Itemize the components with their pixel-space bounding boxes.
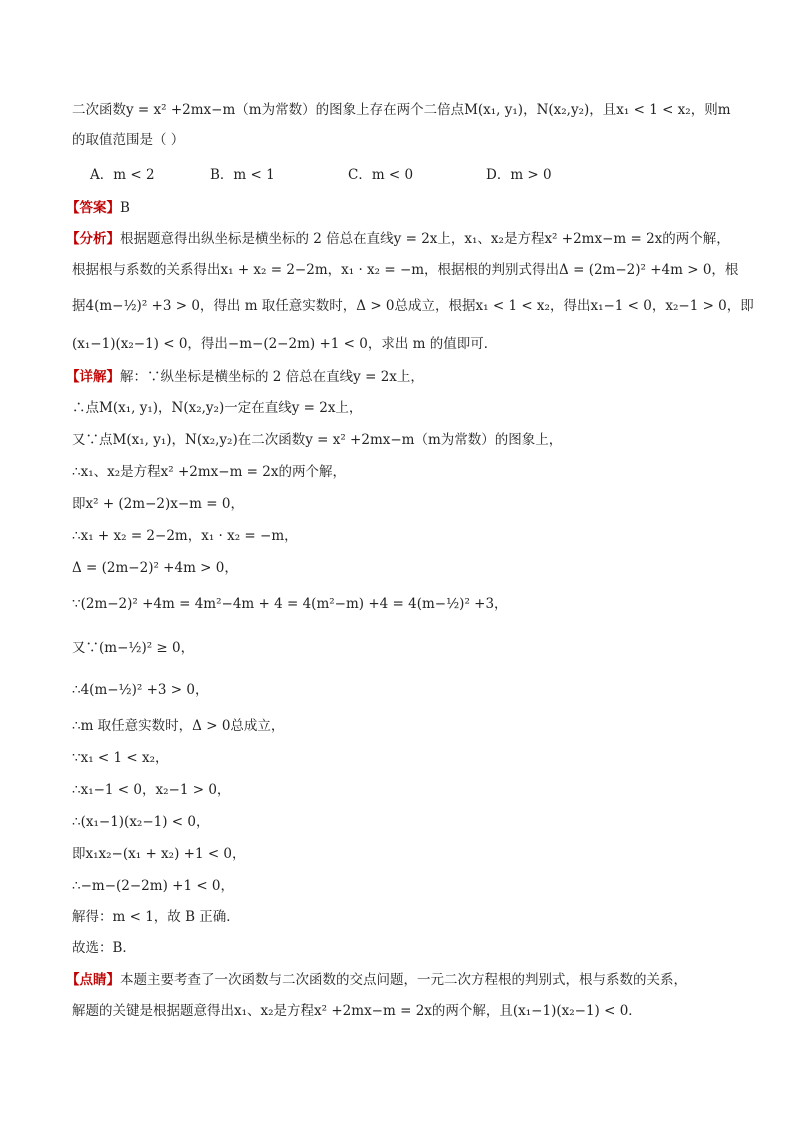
detail-line-1	[66, 367, 424, 387]
detail-line-2: ∴点M(x₁, y₁)，N(x₂,y₂)一定在直线y = 2x上，	[72, 400, 363, 416]
detail-line-3: 又∵点M(x₁, y₁)，N(x₂,y₂)在二次函数y = x² +2mx−m（m为常数）的图象上，	[72, 432, 563, 448]
analysis-line-1	[66, 229, 730, 249]
detail-line-15: 即x₁x₂−(x₁ + x₂) +1 < 0，	[72, 846, 246, 862]
option-b: B．m < 1	[210, 167, 275, 183]
detail-line-12: ∵x₁ < 1 < x₂，	[72, 750, 169, 766]
analysis-text-1: 根据题意得出纵坐标是横坐标的 2 倍总在直线y = 2x上，x₁、x₂是方程x² +2mx−m = 2x的两个解，	[120, 231, 730, 247]
detail-line-4: ∴x₁、x₂是方程x² +2mx−m = 2x的两个解，	[72, 464, 346, 480]
answer-tag: 【答案】	[66, 200, 120, 216]
detail-line-8: ∵(2m−2)² +4m = 4m²−4m + 4 = 4(m²−m) +4 = 4(m−½)² +3，	[72, 596, 508, 612]
detail-line-11: ∴m 取任意实数时，Δ > 0总成立，	[72, 718, 285, 734]
question-line-2: 的取值范围是（ ）	[72, 132, 185, 148]
detail-line-18: 故选：B．	[72, 940, 136, 956]
detail-line-16: ∴−m−(2−2m) +1 < 0，	[72, 878, 235, 894]
detail-line-14: ∴(x₁−1)(x₂−1) < 0，	[72, 814, 210, 830]
detail-line-13: ∴x₁−1 < 0，x₂−1 > 0，	[72, 782, 231, 798]
question-line-1: 二次函数y = x² +2mx−m（m为常数）的图象上存在两个二倍点M(x₁, y₁)，N(x₂,y₂)，且x₁ < 1 < x₂，则m	[72, 102, 731, 118]
analysis-tag: 【分析】	[66, 231, 120, 247]
detail-text-1: 解：∵纵坐标是横坐标的 2 倍总在直线y = 2x上，	[120, 369, 424, 385]
detail-line-6: ∴x₁ + x₂ = 2−2m，x₁ · x₂ = −m，	[72, 528, 298, 544]
comment-tag: 【点睛】	[66, 972, 120, 988]
option-c: C．m < 0	[348, 167, 414, 183]
answer-value: B	[120, 200, 130, 216]
detail-line-7: Δ = (2m−2)² +4m > 0，	[72, 560, 238, 576]
option-d: D．m > 0	[486, 167, 552, 183]
analysis-line-4: (x₁−1)(x₂−1) < 0，得出−m−(2−2m) +1 < 0，求出 m 的值即可．	[72, 336, 498, 352]
comment-line-2: 解题的关键是根据题意得出x₁、x₂是方程x² +2mx−m = 2x的两个解，且(x₁−1)(x₂−1) < 0．	[72, 1003, 642, 1019]
answer-line	[66, 198, 130, 218]
comment-line-1	[66, 970, 687, 990]
detail-line-17: 解得：m < 1，故 B 正确．	[72, 909, 240, 925]
detail-line-10: ∴4(m−½)² +3 > 0，	[72, 682, 209, 698]
analysis-line-3: 据4(m−½)² +3 > 0，得出 m 取任意实数时，Δ > 0总成立，根据x₁ < 1 < x₂，得出x₁−1 < 0，x₂−1 > 0，即	[72, 298, 754, 314]
option-a: A．m < 2	[90, 167, 155, 183]
detail-tag: 【详解】	[66, 369, 120, 385]
analysis-line-2: 根据根与系数的关系得出x₁ + x₂ = 2−2m，x₁ · x₂ = −m，根据根的判别式得出Δ = (2m−2)² +4m > 0，根	[72, 262, 739, 278]
detail-line-9: 又∵(m−½)² ≥ 0，	[72, 640, 195, 656]
detail-line-5: 即x² + (2m−2)x−m = 0，	[72, 496, 244, 512]
comment-text-1: 本题主要考查了一次函数与二次函数的交点问题，一元二次方程根的判别式，根与系数的关系，	[120, 972, 687, 988]
